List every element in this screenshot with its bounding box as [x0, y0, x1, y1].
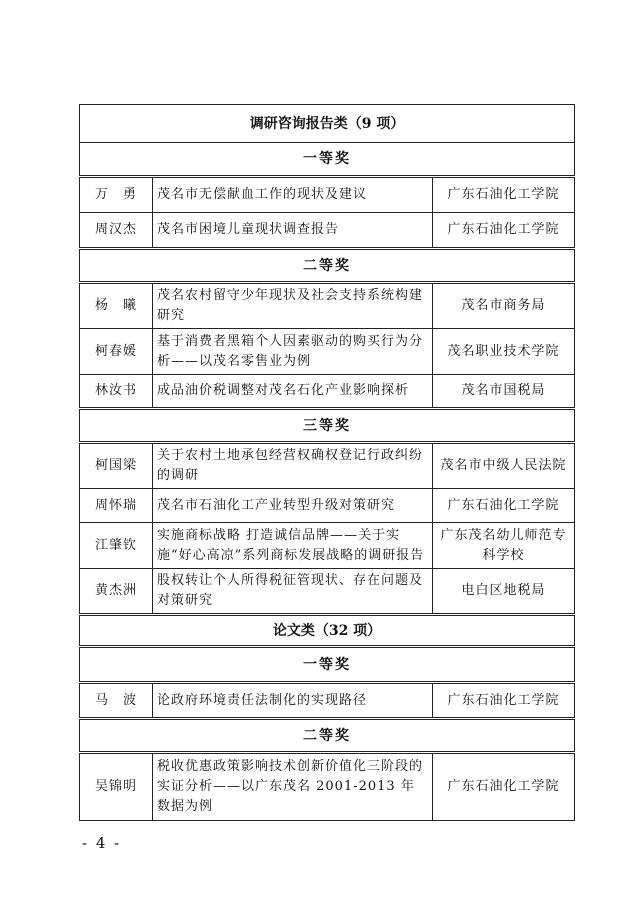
table-row	[80, 375, 575, 409]
work-title: 茂名市无偿献血工作的现状及建议	[153, 177, 433, 213]
author-unit: 电白区地税局	[433, 569, 575, 615]
page-number: - 4 -	[82, 834, 122, 852]
category-research-reports: 调研咨询报告类（9 项）	[80, 105, 575, 143]
work-title: 股权转让个人所得税征管现状、存在问题及对策研究	[153, 569, 433, 615]
author-unit: 茂名市国税局	[433, 375, 575, 409]
grade-heading-first: 一等奖	[80, 143, 575, 177]
author-name: 柯春媛	[80, 329, 153, 375]
grade-heading-first: 一等奖	[80, 647, 575, 683]
work-title: 税收优惠政策影响技术创新价值化三阶段的实证分析——以广东茂名 2001-2013 年数据为例	[153, 753, 433, 821]
author-name: 马 波	[80, 683, 153, 719]
author-name: 江肇钦	[80, 523, 153, 569]
grade-heading-second: 二等奖	[80, 249, 575, 283]
author-name: 万 勇	[80, 177, 153, 213]
author-unit: 广东石油化工学院	[433, 753, 575, 821]
work-title: 实施商标战略 打造诚信品牌——关于实施“好心高凉”系列商标发展战略的调研报告	[153, 523, 433, 569]
table-row	[80, 683, 575, 719]
work-title: 茂名农村留守少年现状及社会支持系统构建研究	[153, 283, 433, 329]
author-unit: 广东石油化工学院	[433, 177, 575, 213]
table-row	[80, 569, 575, 615]
work-title: 茂名市困境儿童现状调查报告	[153, 213, 433, 249]
table-row	[80, 523, 575, 569]
category-papers: 论文类（32 项）	[80, 615, 575, 647]
work-title: 茂名市石油化工产业转型升级对策研究	[153, 489, 433, 523]
author-name: 林汝书	[80, 375, 153, 409]
table-row	[80, 213, 575, 249]
grade-heading-second: 二等奖	[80, 719, 575, 753]
awards-table	[79, 104, 575, 821]
table-row	[80, 283, 575, 329]
work-title: 基于消费者黑箱个人因素驱动的购买行为分析——以茂名零售业为例	[153, 329, 433, 375]
author-unit: 广东茂名幼儿师范专科学校	[433, 523, 575, 569]
author-name: 柯国梁	[80, 443, 153, 489]
author-name: 黄杰洲	[80, 569, 153, 615]
table-row	[80, 443, 575, 489]
table-row	[80, 177, 575, 213]
work-title: 论政府环境责任法制化的实现路径	[153, 683, 433, 719]
table-row	[80, 753, 575, 821]
author-name: 杨 曦	[80, 283, 153, 329]
author-unit: 茂名市中级人民法院	[433, 443, 575, 489]
table-row	[80, 329, 575, 375]
author-name: 吴锦明	[80, 753, 153, 821]
table-row	[80, 489, 575, 523]
author-unit: 广东石油化工学院	[433, 489, 575, 523]
author-unit: 广东石油化工学院	[433, 683, 575, 719]
grade-heading-third: 三等奖	[80, 409, 575, 443]
author-unit: 广东石油化工学院	[433, 213, 575, 249]
author-unit: 茂名市商务局	[433, 283, 575, 329]
author-name: 周汉杰	[80, 213, 153, 249]
author-name: 周怀瑞	[80, 489, 153, 523]
work-title: 成品油价税调整对茂名石化产业影响探析	[153, 375, 433, 409]
work-title: 关于农村土地承包经营权确权登记行政纠纷的调研	[153, 443, 433, 489]
author-unit: 茂名职业技术学院	[433, 329, 575, 375]
